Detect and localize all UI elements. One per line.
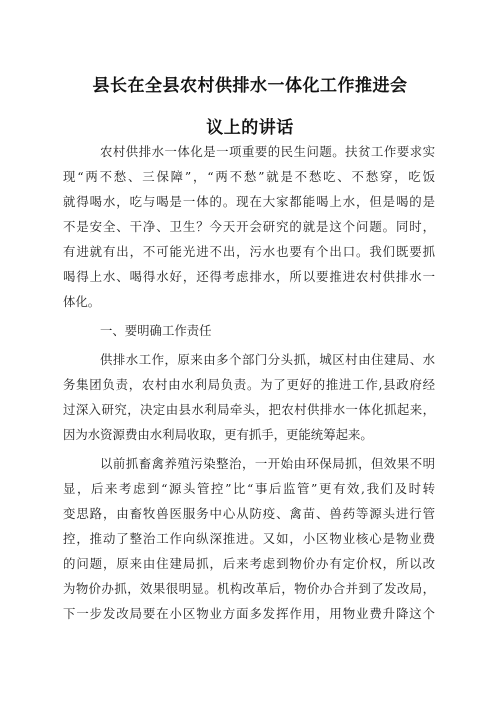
text-line: 有进就有出，不可能光进不出，污水也要有个出口。我们既要抓 xyxy=(63,244,435,259)
text-line: 的问题，原来由住建局抓，后来考虑到物价办有定价权，所以改 xyxy=(63,556,435,571)
text-line: 过深入研究，决定由县水利局牵头，把农村供排水一体化抓起来， xyxy=(63,402,435,417)
text-line: 因为水资源费由水利局收取，更有抓手，更能统筹起来。 xyxy=(63,427,373,442)
text-line: 显，后来考虑到“源头管控”比“事后监管”更有效,我们及时转 xyxy=(63,481,435,496)
text-line: 就得喝水，吃与喝是一体的。现在大家都能喝上水，但是喝的是 xyxy=(63,194,435,209)
text-line: 不是安全、干净、卫生？今天开会研究的就是这个问题。同时， xyxy=(63,219,435,234)
text-line: 务集团负责，农村由水利局负责。为了更好的推进工作,县政府经 xyxy=(63,377,435,392)
document-title-line-2: 议上的讲话 xyxy=(206,118,294,138)
text-line: 喝得上水、喝得水好，还得考虑排水，所以要推进农村供排水一 xyxy=(63,269,435,284)
section-heading: 一、要明确工作责任 xyxy=(100,323,212,338)
text-line: 控，推动了整治工作向纵深推进。又如，小区物业核心是物业费 xyxy=(63,531,435,546)
text-line: 供排水工作，原来由多个部门分头抓，城区村由住建局、水 xyxy=(100,352,435,367)
text-line: 农村供排水一体化是一项重要的民生问题。扶贫工作要求实 xyxy=(100,144,435,159)
text-line: 下一步发改局要在小区物业方面多发挥作用，用物业费升降这个 xyxy=(63,606,435,621)
text-line: 体化。 xyxy=(63,294,101,309)
text-line: 以前抓畜禽养殖污染整治，一开始由环保局抓，但效果不明 xyxy=(100,456,435,471)
text-line: 为物价办抓，效果很明显。机构改革后，物价办合并到了发改局， xyxy=(63,581,435,596)
text-line: 现“两不愁、三保障”，“两不愁”就是不愁吃、不愁穿，吃饭 xyxy=(63,169,435,184)
text-line: 变思路，由畜牧兽医服务中心从防疫、禽苗、兽药等源头进行管 xyxy=(63,506,435,521)
document-title-line-1: 县长在全县农村供排水一体化工作推进会 xyxy=(92,76,408,96)
